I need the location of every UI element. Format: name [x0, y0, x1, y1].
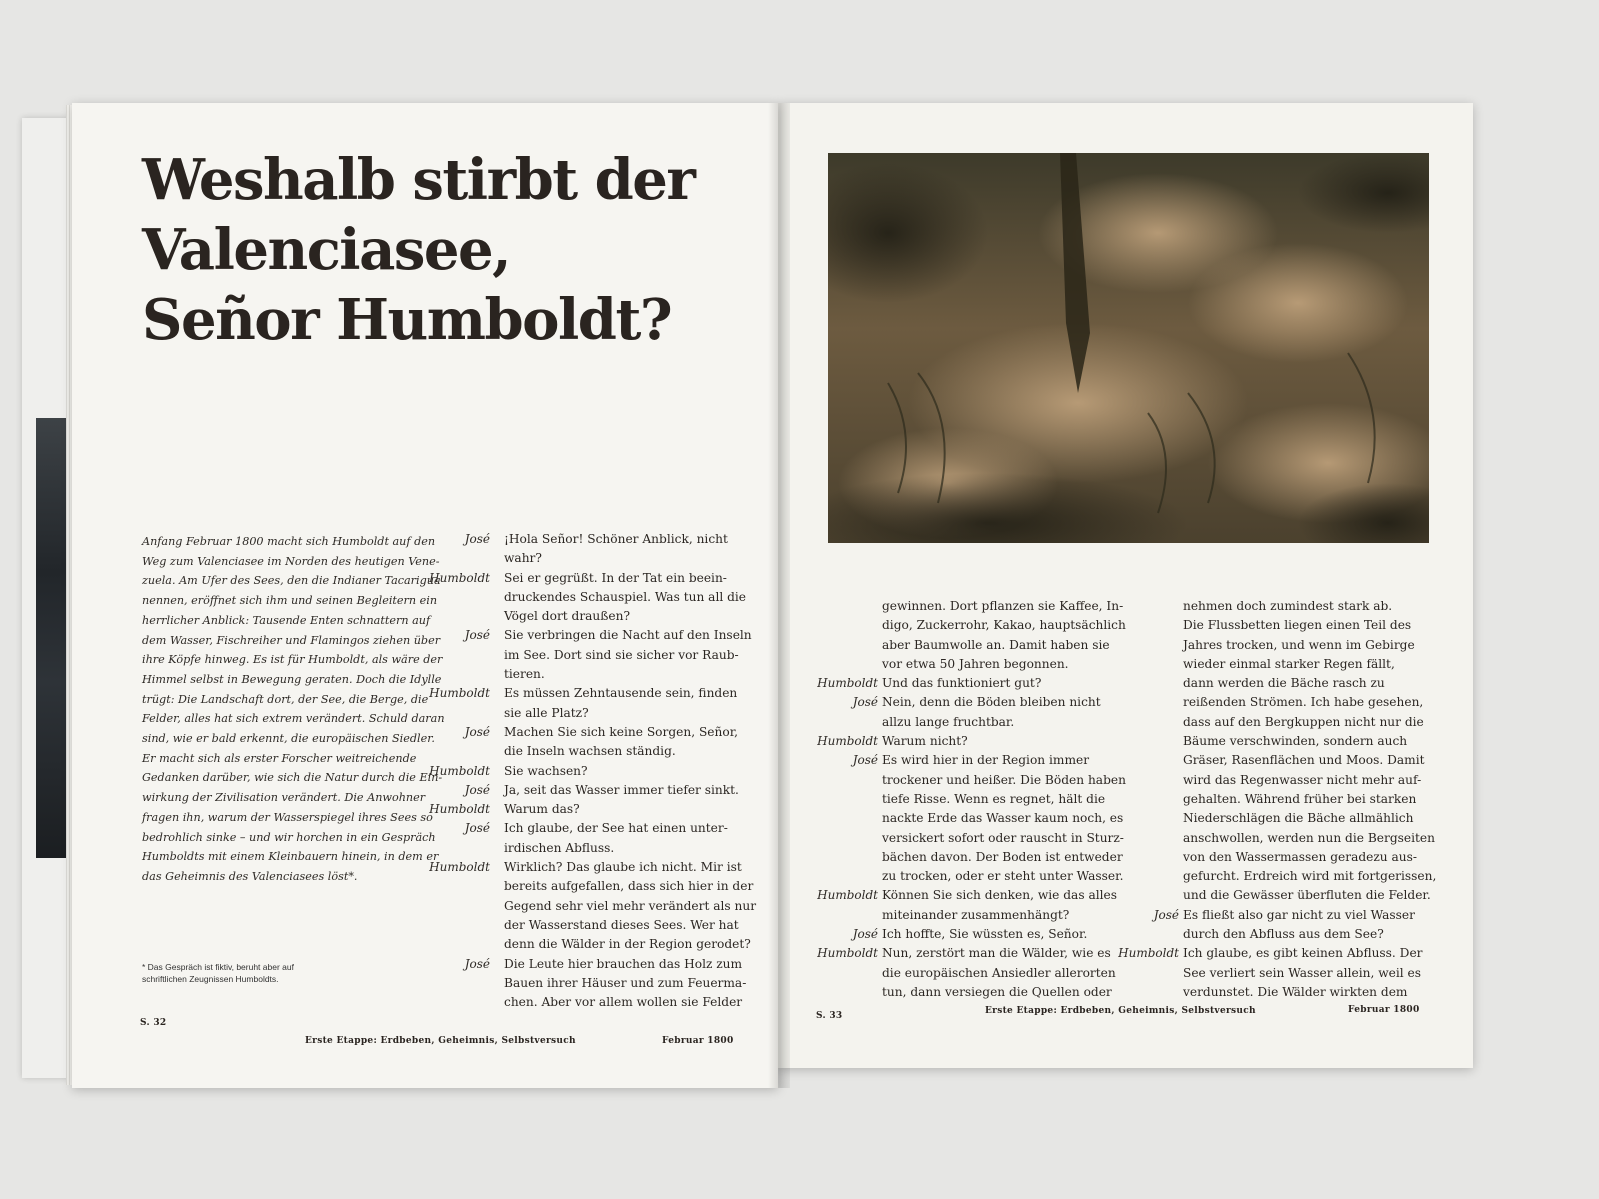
speech-line: wahr? — [504, 551, 542, 566]
speaker-name: Humboldt — [817, 734, 878, 749]
speech-text — [504, 684, 750, 723]
speech-line: gefurcht. Erdreich wird mit fortgerissen, — [1183, 869, 1437, 884]
intro-line: Anfang Februar 1800 macht sich Humboldt auf den — [142, 535, 436, 548]
speech-text — [882, 886, 1117, 925]
speech-line: digo, Zuckerrohr, Kakao, hauptsächlich — [882, 618, 1126, 633]
speech-line: Nun, zerstört man die Wälder, wie es — [882, 946, 1111, 961]
speech-line: Es wird hier in der Region immer — [882, 753, 1090, 768]
intro-line: bedrohlich sinke – und wir horchen in ein Gespräch — [142, 830, 436, 844]
speech-line: durch den Abfluss aus dem See? — [1183, 927, 1384, 942]
speaker-name: Humboldt — [817, 676, 878, 691]
speech-text — [882, 674, 1106, 693]
intro-line: herrlicher Anblick: Tausende Enten schnattern auf — [142, 613, 431, 627]
dialogue-column-1 — [806, 597, 1126, 1002]
headline — [142, 145, 762, 355]
speaker-name: Humboldt — [429, 570, 490, 585]
speech-line: Wirklich? Das glaube ich nicht. Mir ist — [504, 860, 742, 875]
speech-line: anschwollen, werden nun die Bergseiten — [1183, 830, 1435, 845]
lake-photo-image — [828, 153, 1429, 543]
speech-line: Gräser, Rasenflächen und Moos. Damit — [1183, 753, 1425, 768]
running-date: Februar 1800 — [662, 1036, 734, 1046]
intro-line: Felder, alles hat sich extrem verändert. Schuld daran — [142, 712, 445, 726]
speaker-name: José — [464, 782, 490, 797]
speech-text — [1183, 906, 1417, 945]
dialogue-turn — [430, 819, 750, 858]
intro-line: fragen ihn, warum der Wasserspiegel ihres Sees so — [142, 810, 433, 824]
speech-line: bereits aufgefallen, dass sich hier in der — [504, 879, 754, 894]
dialogue-turn — [806, 693, 1106, 732]
speech-line: von den Wassermassen geradezu aus- — [1183, 849, 1417, 864]
dialogue-turn — [430, 530, 750, 569]
speech-line: Warum nicht? — [882, 734, 968, 749]
intro-line: das Geheimnis des Valenciasees löst*. — [142, 869, 358, 883]
speech-line: der Wasserstand dieses Sees. Wer hat — [504, 917, 739, 932]
dialogue-turn — [806, 886, 1117, 925]
lake-photo — [828, 153, 1429, 543]
speech-line: allzu lange fruchtbar. — [882, 714, 1015, 729]
speech-line: nackte Erde das Wasser kaum noch, es — [882, 811, 1124, 826]
running-section: Erste Etappe: Erdbeben, Geheimnis, Selbstversuch — [305, 1036, 576, 1046]
dialogue-turn — [806, 732, 1106, 751]
speech-line: aber Baumwolle an. Damit haben sie — [882, 637, 1110, 652]
speech-line: Jahres trocken, und wenn im Gebirge — [1183, 637, 1415, 652]
speaker-name: Humboldt — [429, 686, 490, 701]
speech-line: tiefe Risse. Wenn es regnet, hält die — [882, 791, 1106, 806]
speaker-name: Humboldt — [817, 946, 878, 961]
intro-line: sind, wie er bald erkennt, die europäischen Siedler. — [142, 732, 435, 746]
speech-line: im See. Dort sind sie sicher vor Raub- — [504, 647, 739, 662]
speaker-name: José — [852, 695, 878, 710]
speech-text — [504, 569, 750, 627]
speech-line: Und das funktioniert gut? — [882, 676, 1042, 691]
speech-text — [882, 944, 1116, 1002]
dialogue-turn — [806, 597, 1126, 674]
speech-line: Warum das? — [504, 802, 580, 817]
speaker-name: Humboldt — [429, 802, 490, 817]
dialogue-turn — [430, 955, 750, 1013]
speaker-name: Humboldt — [817, 888, 878, 903]
dialogue-turn — [430, 684, 750, 723]
speech-line: Gegend sehr viel mehr verändert als nur — [504, 898, 757, 913]
page-number: S. 33 — [816, 1011, 843, 1021]
speech-line: nehmen doch zumindest stark ab. — [1183, 599, 1393, 613]
speech-text — [504, 781, 750, 800]
speech-line: Ich glaube, es gibt keinen Abfluss. Der — [1183, 946, 1423, 961]
speech-line: Sie verbringen die Nacht auf den Inseln — [504, 628, 752, 643]
dialogue-column — [429, 530, 757, 1012]
dialogue-turn — [430, 569, 750, 627]
dialogue-turn — [430, 800, 750, 819]
speech-line: und die Gewässer überfluten die Felder. — [1183, 888, 1431, 903]
speech-line: Es müssen Zehntausende sein, finden — [504, 686, 738, 701]
speech-line: tun, dann versiegen die Quellen oder — [882, 984, 1112, 999]
headline-line: Weshalb stirbt der — [142, 147, 695, 213]
running-section: Erste Etappe: Erdbeben, Geheimnis, Selbstversuch — [985, 1006, 1256, 1016]
intro-line: nennen, eröffnet sich ihm und seinen Begleitern ein — [142, 594, 438, 608]
speech-line: Ich glaube, der See hat einen unter- — [504, 821, 728, 836]
speech-line: Niederschlägen die Bäche allmählich — [1183, 811, 1414, 826]
intro-line: trügt: Die Landschaft dort, der See, die Berge, die — [142, 692, 429, 706]
intro-line: Gedanken darüber, wie sich die Natur durch die Ein- — [142, 771, 443, 785]
speech-text — [882, 693, 1106, 732]
speech-line: gewinnen. Dort pflanzen sie Kaffee, In- — [882, 599, 1124, 613]
dialogue-turn — [430, 626, 750, 684]
page-number: S. 32 — [140, 1018, 167, 1028]
dialogue-turn — [430, 762, 750, 781]
speaker-name: José — [464, 724, 490, 739]
speech-line: bächen davon. Der Boden ist entweder — [882, 849, 1123, 864]
speech-line: Sie wachsen? — [504, 763, 588, 778]
speaker-name: José — [464, 821, 490, 836]
speaker-name: José — [852, 753, 878, 768]
speech-line: Ich hoffte, Sie wüssten es, Señor. — [882, 927, 1088, 942]
speaker-name: José — [464, 956, 490, 971]
intro-line: dem Wasser, Fischreiher und Flamingos ziehen über — [142, 633, 441, 647]
headline-line: Valenciasee, — [142, 217, 511, 283]
dialogue-turn — [1107, 944, 1423, 1002]
speech-line: See verliert sein Wasser allein, weil es — [1183, 965, 1421, 980]
speech-line: Nein, denn die Böden bleiben nicht — [882, 695, 1101, 710]
left-page — [72, 103, 778, 1088]
intro-line: Er macht sich als erster Forscher weitreichende — [142, 751, 417, 765]
speech-line: Vögel dort draußen? — [504, 609, 631, 624]
dialogue-turn — [806, 925, 1106, 944]
speech-line: Ja, seit das Wasser immer tiefer sinkt. — [504, 782, 739, 797]
speech-line: die Inseln wachsen ständig. — [504, 744, 676, 759]
dialogue-turn — [430, 781, 750, 800]
speaker-name: Humboldt — [1118, 946, 1179, 961]
speech-line: chen. Aber vor allem wollen sie Felder — [504, 995, 743, 1010]
speaker-name: José — [464, 532, 490, 546]
headline-line: Señor Humboldt? — [142, 287, 672, 353]
speech-line: versickert sofort oder rauscht in Sturz- — [882, 830, 1124, 845]
speech-line: tieren. — [504, 667, 545, 682]
intro-line: Weg zum Valenciasee im Norden des heutigen Vene- — [142, 554, 440, 568]
speech-text — [504, 762, 750, 781]
intro-line: wirkung der Zivilisation verändert. Die Anwohner — [142, 791, 426, 805]
speaker-name: José — [1153, 907, 1179, 922]
speech-line: dann werden die Bäche rasch zu — [1183, 676, 1385, 691]
speech-line: Die Flussbetten liegen einen Teil des — [1183, 618, 1412, 633]
dialogue-turn — [430, 723, 750, 762]
speech-text — [504, 626, 750, 684]
speech-text — [882, 597, 1126, 674]
intro-line: ihre Köpfe hinweg. Es ist für Humboldt, als wäre der — [142, 653, 443, 667]
dialogue-turn — [1107, 906, 1417, 945]
intro-line: Himmel selbst in Bewegung geraten. Doch die Idylle — [142, 672, 442, 686]
speech-line: wird das Regenwasser nicht mehr auf- — [1183, 772, 1422, 787]
speech-line: ¡Hola Señor! Schöner Anblick, nicht — [504, 532, 728, 546]
speaker-name: José — [464, 628, 490, 643]
speech-line: Die Leute hier brauchen das Holz zum — [504, 956, 743, 971]
dialogue-turn — [1107, 597, 1437, 906]
footnote-line: * Das Gespräch ist fiktiv, beruht aber auf — [142, 962, 294, 972]
speech-text — [882, 732, 1106, 751]
speech-line: Sei er gegrüßt. In der Tat ein beein- — [504, 570, 727, 585]
speech-line: verdunstet. Die Wälder wirkten dem — [1183, 984, 1408, 999]
footnote — [142, 961, 382, 985]
dialogue-turn — [806, 751, 1126, 886]
speech-line: Bauen ihrer Häuser und zum Feuerma- — [504, 975, 747, 990]
speech-line: Machen Sie sich keine Sorgen, Señor, — [504, 724, 739, 739]
speech-text — [504, 858, 757, 954]
footnote-line: schriftlichen Zeugnissen Humboldts. — [142, 974, 279, 984]
speech-line: Bäume verschwinden, sondern auch — [1183, 734, 1408, 749]
speech-line: trockener und heißer. Die Böden haben — [882, 772, 1126, 787]
speech-line: zu trocken, oder er steht unter Wasser. — [882, 869, 1124, 884]
speech-line: denn die Wälder in der Region gerodet? — [504, 937, 751, 952]
speaker-name: Humboldt — [429, 763, 490, 778]
speech-line: reißenden Strömen. Ich habe gesehen, — [1183, 695, 1424, 710]
speech-line: vor etwa 50 Jahren begonnen. — [882, 656, 1069, 671]
speech-line: wieder einmal starker Regen fällt, — [1183, 656, 1395, 671]
running-date: Februar 1800 — [1348, 1005, 1420, 1015]
speech-text — [504, 800, 750, 819]
speech-line: druckendes Schauspiel. Was tun all die — [504, 589, 747, 604]
speech-line: irdischen Abfluss. — [504, 840, 615, 855]
speaker-name: Humboldt — [429, 860, 490, 875]
right-page — [778, 103, 1473, 1068]
speech-text — [1183, 944, 1423, 1002]
dialogue-turn — [806, 944, 1116, 1002]
intro-line: zuela. Am Ufer des Sees, den die Indianer Tacarigua — [142, 574, 441, 588]
speech-line: Es fließt also gar nicht zu viel Wasser — [1183, 907, 1415, 922]
speaker-name: José — [852, 927, 878, 942]
speech-line: sie alle Platz? — [504, 705, 589, 720]
speech-text — [504, 530, 750, 569]
speech-line: gehalten. Während früher bei starken — [1183, 791, 1417, 806]
intro-line: Humboldts mit einem Kleinbauern hinein, in dem er — [142, 850, 439, 864]
speech-line: die europäischen Ansiedler allerorten — [882, 965, 1116, 980]
speech-line: Können Sie sich denken, wie das alles — [882, 888, 1117, 903]
speech-text — [882, 751, 1126, 886]
speech-text — [504, 819, 750, 858]
speech-line: dass auf den Bergkuppen nicht nur die — [1183, 714, 1424, 729]
speech-text — [1183, 597, 1437, 906]
speech-line: miteinander zusammenhängt? — [882, 907, 1070, 922]
dialogue-turn — [806, 674, 1106, 693]
dialogue-column-2 — [1107, 597, 1437, 1002]
speech-text — [882, 925, 1106, 944]
dialogue-turn — [429, 858, 757, 954]
speech-text — [504, 723, 750, 762]
speech-text — [504, 955, 750, 1013]
